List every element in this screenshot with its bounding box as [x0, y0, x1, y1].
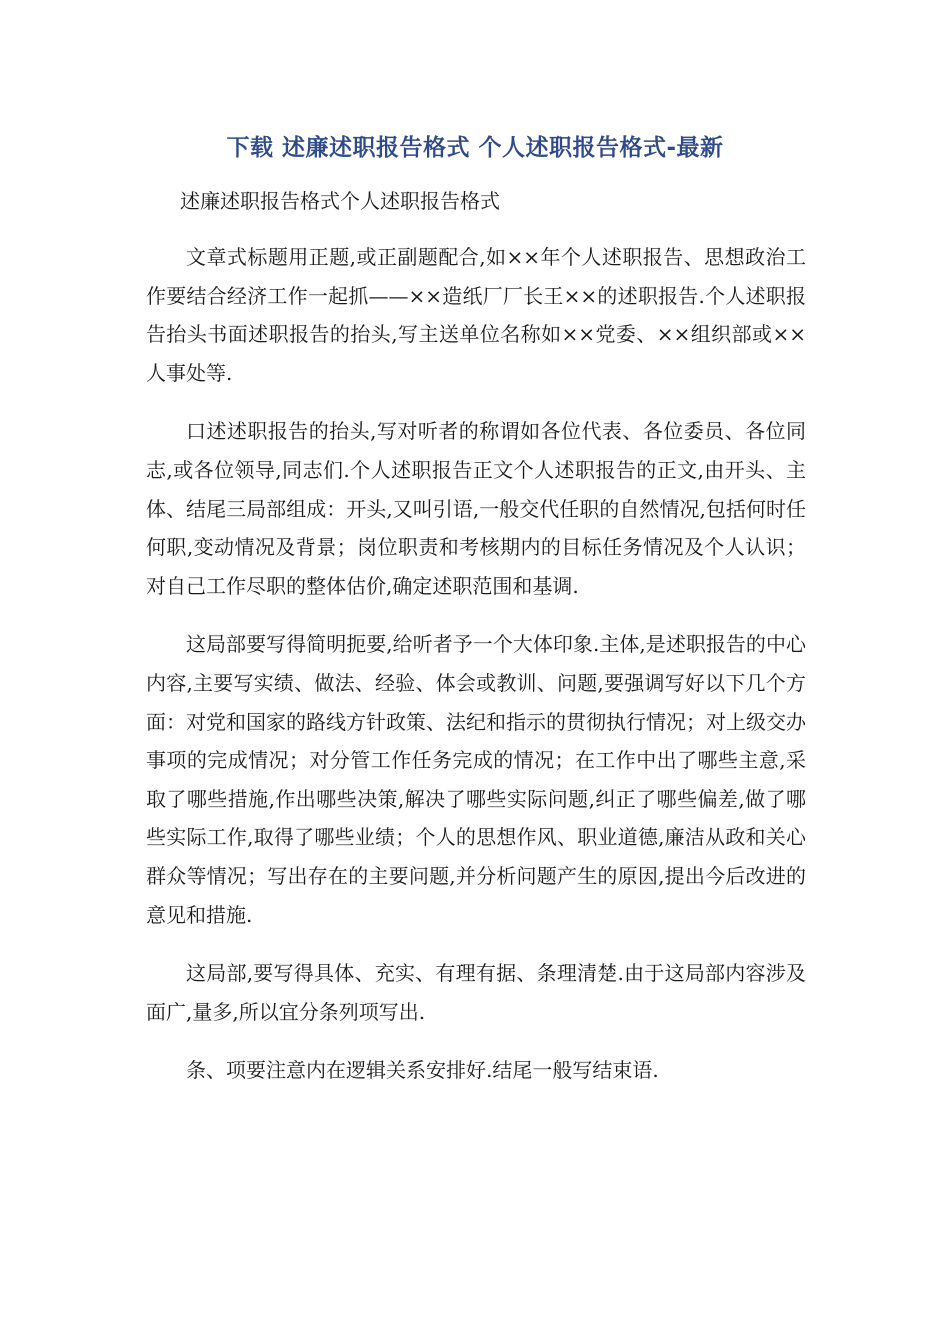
- document-body: [146, 238, 806, 1110]
- paragraph: 文章式标题用正题,或正副题配合,如××年个人述职报告、思想政治工作要结合经济工作一起抓——××造纸厂厂长王××的述职报告.个人述职报告抬头书面述职报告的抬头,写主送单位名称如××党委、××组织部或××人事处等.: [146, 245, 806, 385]
- paragraph: 条、项要注意内在逻辑关系安排好.结尾一般写结束语.: [186, 1058, 659, 1083]
- paragraph: 口述述职报告的抬头,写对听者的称谓如各位代表、各位委员、各位同志,或各位领导,同志们.个人述职报告正文个人述职报告的正文,由开头、主体、结尾三局部组成：开头,又叫引语,一般交代任职的自然情况,包括何时任何职,变动情况及背景；岗位职责和考核期内的目标任务情况及个人认识；对自己工作尽职的整体估价,确定述职范围和基调.: [146, 419, 806, 598]
- paragraph: 这局部要写得简明扼要,给听者予一个大体印象.主体,是述职报告的中心内容,主要写实绩、做法、经验、体会或教训、问题,要强调写好以下几个方面：对党和国家的路线方针政策、法纪和指示的贯彻执行情况；对上级交办事项的完成情况；对分管工作任务完成的情况；在工作中出了哪些主意,采取了哪些措施,作出哪些决策,解决了哪些实际问题,纠正了哪些偏差,做了哪些实际工作,取得了哪些业绩；个人的思想作风、职业道德,廉洁从政和关心群众等情况；写出存在的主要问题,并分析问题产生的原因,提出今后改进的意见和措施.: [146, 632, 806, 927]
- document-subtitle: 述廉述职报告格式个人述职报告格式: [180, 189, 500, 213]
- paragraph: 这局部,要写得具体、充实、有理有据、条理清楚.由于这局部内容涉及面广,量多,所以宜分条列项写出.: [146, 961, 806, 1024]
- document-title: 下载 述廉述职报告格式 个人述职报告格式-最新: [226, 135, 724, 161]
